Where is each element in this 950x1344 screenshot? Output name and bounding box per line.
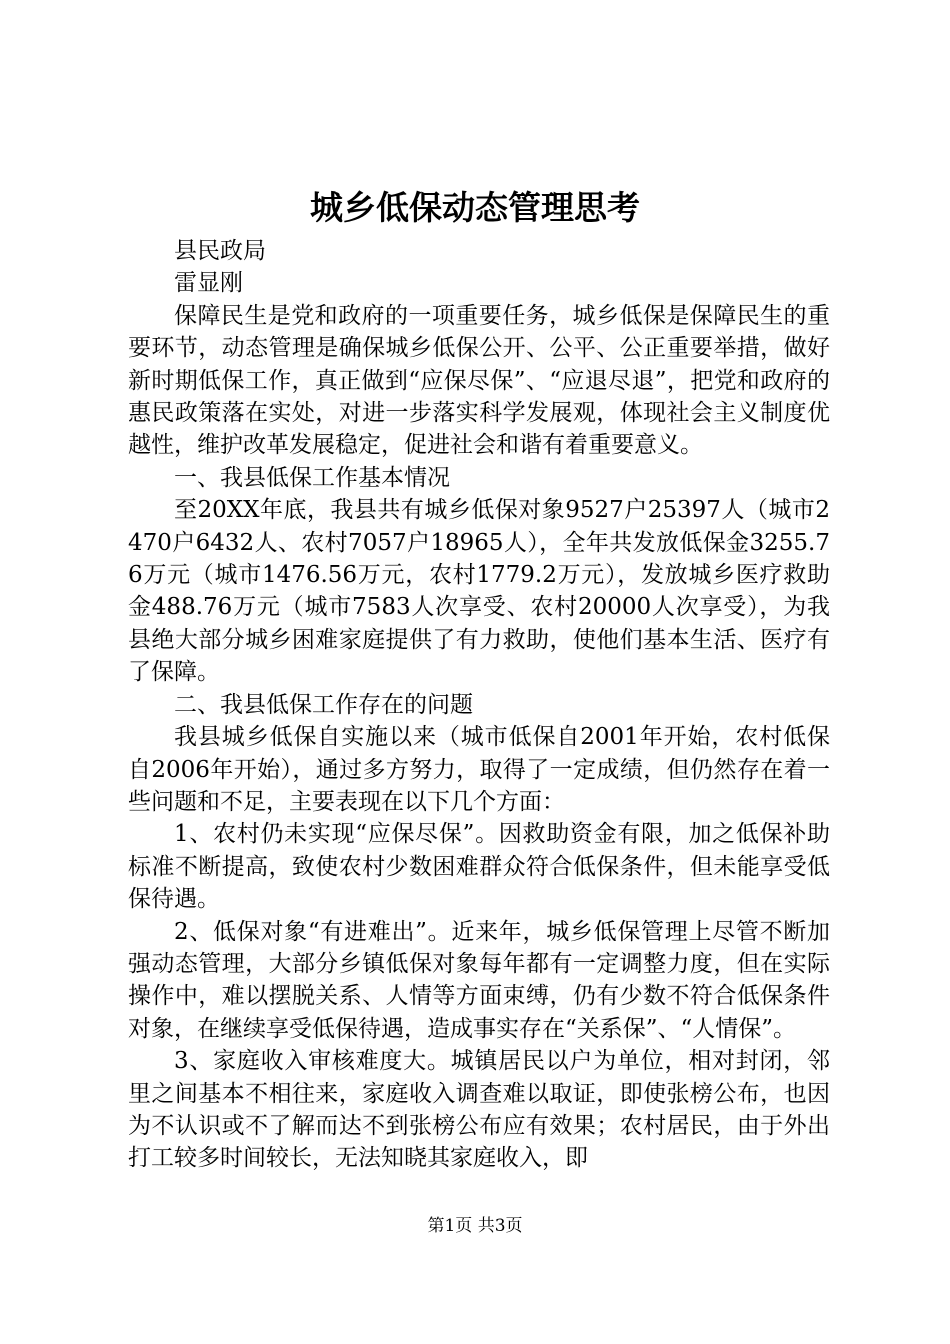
author-organization: 县民政局 — [174, 238, 266, 264]
paragraph-basic-situation: 至20XX年底，我县共有城乡低保对象9527户25397人（城市2470户6432人、农村7057户18965人），全年共发放低保金3255.76万元（城市1476.56万元，农村1779.2万元），发放城乡医疗救助金488.76万元（城市7583人次享受、农村20000人次享受），为我县绝大部分城乡困难家庭提供了有力救助，使他们基本生活、医疗有了保障。 — [128, 497, 830, 686]
section-heading-2: 二、我县低保工作存在的问题 — [174, 691, 473, 718]
paragraph-problem-3: 3、家庭收入审核难度大。城镇居民以户为单位，相对封闭，邻里之间基本不相往来，家庭收入调查难以取证，即使张榜公布，也因为不认识或不了解而达不到张榜公布应有效果；农村居民，由于外出打工较多时间较长，无法知晓其家庭收入，即 — [128, 1048, 830, 1172]
paragraph-problems-intro: 我县城乡低保自实施以来（城市低保自2001年开始，农村低保自2006年开始），通过多方努力，取得了一定成绩，但仍然存在着一些问题和不足，主要表现在以下几个方面： — [128, 724, 830, 815]
page-footer: 第1页 共3页 — [427, 1216, 523, 1236]
paragraph-intro: 保障民生是党和政府的一项重要任务，城乡低保是保障民生的重要环节，动态管理是确保城乡低保公开、公平、公正重要举措，做好新时期低保工作，真正做到“应保尽保”、“应退尽退”，把党和政府的惠民政策落在实处，对进一步落实科学发展观，体现社会主义制度优越性，维护改革发展稳定，促进社会和谐有着重要意义。 — [128, 302, 830, 459]
document-title: 城乡低保动态管理思考 — [310, 188, 640, 227]
author-name: 雷显刚 — [174, 270, 243, 297]
section-heading-1: 一、我县低保工作基本情况 — [174, 464, 450, 491]
document-body — [128, 235, 830, 1175]
paragraph-problem-2: 2、低保对象“有进难出”。近来年，城乡低保管理上尽管不断加强动态管理，大部分乡镇低保对象每年都有一定调整力度，但在实际操作中，难以摆脱关系、人情等方面束缚，仍有少数不符合低保条件对象，在继续享受低保待遇，造成事实存在“关系保”、“人情保”。 — [128, 918, 830, 1042]
paragraph-problem-1: 1、农村仍未实现“应保尽保”。因救助资金有限，加之低保补助标准不断提高，致使农村少数困难群众符合低保条件，但未能享受低保待遇。 — [128, 821, 830, 913]
